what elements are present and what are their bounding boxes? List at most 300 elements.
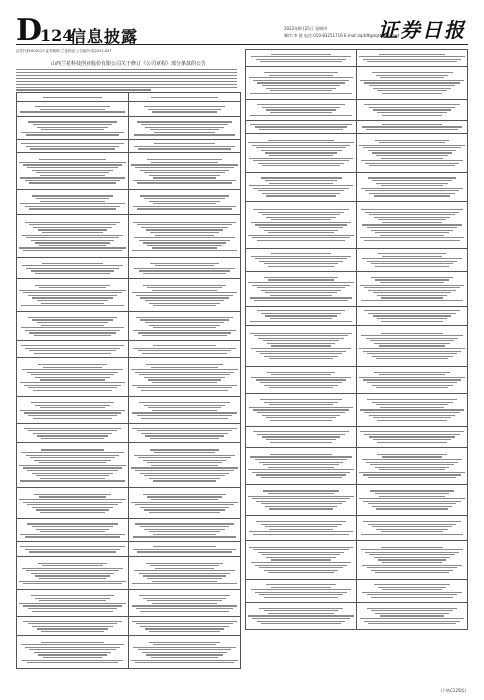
illegible-text-line — [264, 570, 339, 571]
illegible-text-line — [258, 190, 344, 191]
illegible-text-line — [252, 472, 350, 473]
illegible-text-line — [251, 56, 350, 57]
revised-clause-cell — [357, 272, 468, 307]
illegible-text-line — [270, 442, 332, 443]
illegible-text-line — [266, 584, 335, 585]
illegible-text-line — [25, 180, 121, 181]
illegible-text-line — [137, 208, 232, 209]
illegible-text-line — [262, 214, 340, 215]
illegible-text-line — [363, 379, 461, 380]
revised-clause-cell — [129, 443, 241, 488]
illegible-text-line — [377, 454, 446, 455]
illegible-text-line — [132, 412, 237, 413]
illegible-text-line — [252, 285, 349, 286]
illegible-text-line — [28, 608, 117, 609]
illegible-text-line — [144, 172, 225, 173]
illegible-text-line — [155, 235, 215, 236]
revised-clause-cell — [129, 117, 241, 140]
illegible-text-line — [42, 232, 103, 233]
table-row — [246, 367, 468, 394]
revised-clause-cell — [357, 326, 468, 367]
illegible-text-line — [143, 494, 227, 495]
illegible-text-line — [360, 431, 464, 432]
illegible-text-line — [380, 235, 445, 236]
revised-clause-cell — [129, 488, 241, 519]
illegible-text-line — [261, 623, 341, 624]
illegible-text-line — [369, 165, 454, 166]
table-row — [17, 424, 241, 443]
illegible-text-line — [257, 104, 344, 105]
illegible-text-line — [140, 195, 229, 196]
illegible-text-line — [265, 315, 336, 316]
illegible-text-line — [364, 240, 460, 241]
illegible-text-line — [360, 409, 464, 410]
illegible-text-line — [375, 140, 450, 141]
illegible-text-line — [34, 335, 111, 336]
illegible-text-line — [147, 600, 221, 601]
illegible-text-line — [377, 318, 447, 319]
illegible-text-line — [361, 335, 463, 336]
illegible-text-line — [32, 473, 114, 474]
illegible-text-line — [38, 654, 107, 655]
illegible-text-line — [155, 265, 215, 266]
illegible-text-line — [137, 121, 233, 122]
illegible-text-line — [373, 292, 452, 293]
illegible-text-line — [28, 317, 117, 318]
revised-clause-cell — [357, 173, 468, 202]
illegible-text-line — [142, 353, 227, 354]
illegible-text-line — [382, 115, 442, 116]
illegible-text-line — [382, 93, 442, 94]
illegible-text-line — [21, 452, 123, 453]
illegible-text-line — [264, 402, 337, 403]
illegible-text-line — [372, 506, 452, 507]
illegible-text-line — [367, 61, 457, 62]
illegible-text-line — [16, 69, 237, 70]
illegible-text-line — [262, 554, 340, 555]
illegible-text-line — [20, 480, 125, 481]
original-clause-cell — [246, 50, 357, 67]
illegible-text-line — [269, 529, 333, 530]
original-clause-cell — [17, 102, 129, 117]
illegible-text-line — [368, 290, 455, 291]
illegible-text-line — [20, 111, 126, 112]
original-clause-cell — [17, 636, 129, 669]
illegible-text-line — [259, 129, 343, 130]
revised-clause-cell — [357, 394, 468, 427]
illegible-text-line — [152, 410, 216, 411]
original-clause-cell — [17, 443, 129, 488]
illegible-text-line — [27, 470, 117, 471]
original-clause-cell — [17, 153, 129, 190]
illegible-text-line — [40, 175, 104, 176]
illegible-text-line — [363, 351, 461, 352]
illegible-text-line — [375, 493, 450, 494]
original-clause-cell — [246, 202, 357, 249]
illegible-text-line — [132, 583, 238, 584]
illegible-text-line — [368, 623, 455, 624]
illegible-text-line — [33, 227, 111, 228]
illegible-text-line — [29, 224, 116, 225]
illegible-text-line — [270, 420, 332, 421]
illegible-text-line — [34, 494, 110, 495]
illegible-text-line — [264, 230, 339, 231]
illegible-text-line — [372, 402, 453, 403]
illegible-text-line — [375, 279, 448, 280]
illegible-text-line — [146, 563, 223, 564]
revised-clause-cell — [357, 427, 468, 448]
illegible-text-line — [381, 547, 444, 548]
illegible-text-line — [154, 143, 215, 144]
illegible-text-line — [149, 531, 221, 532]
illegible-text-line — [36, 198, 109, 199]
illegible-text-line — [133, 647, 235, 648]
illegible-text-line — [372, 180, 452, 181]
illegible-text-line — [31, 595, 115, 596]
illegible-text-line — [31, 374, 114, 375]
illegible-text-line — [148, 379, 221, 380]
amendment-table — [16, 92, 241, 669]
illegible-text-line — [376, 155, 447, 156]
right-column — [245, 49, 468, 681]
illegible-text-line — [28, 387, 116, 388]
illegible-text-line — [141, 418, 228, 419]
illegible-text-line — [376, 508, 447, 509]
revised-clause-cell — [129, 397, 241, 424]
illegible-text-line — [270, 318, 333, 319]
illegible-text-line — [253, 209, 348, 210]
illegible-text-line — [31, 402, 114, 403]
illegible-text-line — [250, 333, 353, 334]
illegible-text-line — [362, 565, 461, 566]
revised-clause-cell — [357, 121, 468, 134]
illegible-text-line — [362, 592, 461, 593]
revised-clause-cell — [357, 367, 468, 394]
illegible-text-line — [146, 364, 222, 365]
illegible-text-line — [28, 121, 116, 122]
table-row — [246, 394, 468, 427]
illegible-text-line — [364, 434, 459, 435]
illegible-text-line — [253, 549, 348, 550]
illegible-text-line — [21, 345, 125, 346]
illegible-text-line — [253, 431, 349, 432]
illegible-text-line — [268, 613, 334, 614]
revised-clause-cell — [129, 617, 241, 636]
illegible-text-line — [143, 273, 226, 274]
illegible-text-line — [259, 261, 342, 262]
table-row — [246, 580, 468, 603]
illegible-text-line — [133, 206, 237, 207]
illegible-text-line — [368, 150, 457, 151]
header-rule — [16, 44, 468, 45]
illegible-text-line — [33, 433, 113, 434]
table-row — [17, 636, 241, 669]
original-clause-cell — [17, 190, 129, 215]
illegible-text-line — [136, 317, 233, 318]
illegible-text-line — [249, 407, 354, 408]
table-row — [17, 358, 241, 397]
continued-note: (下转C125版) — [440, 688, 466, 693]
illegible-text-line — [379, 345, 446, 346]
revised-clause-cell — [129, 312, 241, 341]
illegible-text-line — [251, 348, 350, 349]
illegible-text-line — [134, 146, 235, 147]
illegible-text-line — [143, 242, 226, 243]
illegible-text-line — [364, 412, 459, 413]
illegible-text-line — [21, 143, 123, 144]
illegible-text-line — [135, 504, 233, 505]
illegible-text-line — [149, 201, 221, 202]
illegible-text-line — [257, 310, 346, 311]
table-row — [246, 603, 468, 630]
revised-clause-cell — [129, 258, 241, 279]
illegible-text-line — [260, 399, 342, 400]
illegible-text-line — [22, 235, 123, 236]
illegible-text-line — [32, 319, 113, 320]
illegible-text-line — [137, 415, 233, 416]
illegible-text-line — [271, 559, 331, 560]
illegible-text-line — [370, 464, 453, 465]
illegible-text-line — [250, 115, 352, 116]
original-clause-cell — [246, 516, 357, 541]
illegible-text-line — [271, 587, 331, 588]
revised-clause-cell — [357, 134, 468, 173]
illegible-text-line — [149, 478, 221, 479]
illegible-text-line — [32, 297, 113, 298]
illegible-text-line — [16, 87, 237, 88]
illegible-text-line — [264, 610, 339, 611]
illegible-text-line — [380, 407, 444, 408]
illegible-text-line — [257, 434, 344, 435]
table-row — [17, 279, 241, 312]
illegible-text-line — [131, 164, 238, 165]
illegible-text-line — [368, 177, 457, 178]
illegible-text-line — [362, 459, 462, 460]
revised-clause-cell — [129, 424, 241, 443]
illegible-text-line — [257, 621, 346, 622]
illegible-text-line — [34, 652, 111, 653]
illegible-text-line — [266, 88, 336, 89]
illegible-text-line — [133, 222, 237, 223]
illegible-text-line — [21, 305, 125, 306]
table-row — [246, 485, 468, 516]
illegible-text-line — [133, 536, 237, 537]
illegible-text-line — [144, 509, 225, 510]
illegible-text-line — [261, 290, 341, 291]
table-row — [17, 519, 241, 542]
illegible-text-line — [19, 465, 127, 466]
illegible-text-line — [367, 399, 457, 400]
illegible-text-line — [249, 77, 354, 78]
illegible-text-line — [261, 503, 342, 504]
illegible-text-line — [29, 182, 116, 183]
illegible-text-line — [41, 631, 104, 632]
illegible-text-line — [369, 554, 454, 555]
revised-clause-cell — [129, 153, 241, 190]
revised-clause-cell — [129, 636, 241, 669]
illegible-text-line — [363, 501, 460, 502]
table-row — [17, 312, 241, 341]
table-row — [17, 542, 241, 557]
illegible-text-line — [19, 247, 126, 248]
illegible-text-line — [263, 490, 339, 491]
illegible-text-line — [34, 353, 111, 354]
illegible-text-line — [253, 534, 348, 535]
illegible-text-line — [374, 557, 451, 558]
illegible-text-line — [256, 521, 346, 522]
illegible-text-line — [41, 303, 104, 304]
illegible-text-line — [139, 270, 231, 271]
original-clause-cell — [246, 173, 357, 202]
illegible-text-line — [35, 242, 110, 243]
illegible-text-line — [149, 631, 220, 632]
illegible-text-line — [133, 180, 237, 181]
illegible-text-line — [373, 88, 451, 89]
editor-contact: 制作:李 波 电话:010-83251716 E-mail:zqrb9@zqrb.sina.net — [284, 33, 400, 38]
illegible-text-line — [143, 285, 226, 286]
illegible-text-line — [151, 657, 219, 658]
illegible-text-line — [152, 247, 217, 248]
illegible-text-line — [31, 240, 115, 241]
illegible-text-line — [254, 300, 348, 301]
illegible-text-line — [361, 160, 464, 161]
illegible-text-line — [266, 195, 335, 196]
illegible-text-line — [146, 654, 222, 655]
illegible-text-line — [381, 185, 444, 186]
illegible-text-line — [20, 546, 125, 547]
illegible-text-line — [21, 327, 125, 328]
illegible-text-line — [26, 268, 119, 269]
illegible-text-line — [252, 498, 350, 499]
illegible-text-line — [35, 598, 110, 599]
illegible-text-line — [140, 170, 229, 171]
illegible-text-line — [145, 300, 225, 301]
illegible-text-line — [138, 649, 232, 650]
illegible-text-line — [364, 621, 460, 622]
illegible-text-line — [41, 449, 103, 450]
illegible-text-line — [252, 618, 349, 619]
illegible-text-line — [147, 462, 222, 463]
illegible-text-line — [37, 127, 108, 128]
illegible-text-line — [20, 534, 125, 535]
page-number: 124 — [40, 26, 74, 45]
illegible-text-line — [23, 292, 121, 293]
illegible-text-line — [23, 605, 121, 606]
original-clause-cell — [246, 67, 357, 100]
illegible-text-line — [371, 597, 453, 598]
illegible-text-line — [40, 379, 105, 380]
table-row — [246, 272, 468, 307]
illegible-text-line — [148, 109, 221, 110]
illegible-text-line — [22, 660, 122, 661]
illegible-text-line — [268, 140, 335, 141]
illegible-text-line — [145, 127, 223, 128]
illegible-text-line — [259, 227, 342, 228]
revised-clause-cell — [129, 93, 241, 102]
illegible-text-line — [34, 460, 110, 461]
illegible-text-line — [264, 385, 337, 386]
illegible-text-line — [259, 462, 343, 463]
illegible-text-line — [39, 600, 105, 601]
illegible-text-line — [367, 608, 458, 609]
illegible-text-line — [136, 295, 233, 296]
illegible-text-line — [37, 322, 109, 323]
illegible-text-line — [134, 237, 234, 238]
illegible-text-line — [377, 420, 446, 421]
illegible-text-line — [365, 163, 459, 164]
illegible-text-line — [248, 615, 354, 616]
illegible-text-line — [262, 193, 340, 194]
illegible-text-line — [366, 129, 458, 130]
illegible-text-line — [137, 182, 232, 183]
illegible-text-line — [253, 188, 348, 189]
revised-clause-cell — [357, 100, 468, 121]
illegible-text-line — [22, 265, 123, 266]
illegible-text-line — [255, 565, 347, 566]
illegible-text-line — [380, 77, 444, 78]
illegible-text-line — [25, 206, 121, 207]
illegible-text-line — [373, 109, 451, 110]
illegible-text-line — [150, 232, 219, 233]
illegible-text-line — [138, 332, 232, 333]
illegible-text-line — [20, 177, 125, 178]
illegible-text-line — [25, 549, 121, 550]
illegible-text-line — [365, 552, 459, 553]
illegible-text-line — [248, 469, 355, 470]
revised-clause-cell — [357, 485, 468, 516]
illegible-text-line — [16, 84, 237, 85]
illegible-text-line — [365, 212, 459, 213]
original-clause-cell — [17, 519, 129, 542]
illegible-text-line — [37, 435, 108, 436]
illegible-text-line — [261, 150, 342, 151]
illegible-text-line — [360, 237, 465, 238]
illegible-text-line — [35, 285, 110, 286]
illegible-text-line — [149, 325, 220, 326]
original-clause-cell — [17, 93, 129, 102]
illegible-text-line — [28, 415, 116, 416]
table-row — [17, 258, 241, 279]
illegible-text-line — [379, 54, 446, 55]
illegible-text-line — [42, 263, 103, 264]
illegible-text-line — [41, 129, 103, 130]
illegible-text-line — [19, 499, 127, 500]
illegible-text-line — [151, 367, 219, 368]
illegible-text-line — [153, 345, 215, 346]
illegible-text-line — [250, 124, 352, 125]
illegible-text-line — [32, 195, 114, 196]
illegible-text-line — [265, 152, 337, 153]
illegible-text-line — [144, 198, 225, 199]
illegible-text-line — [249, 547, 353, 548]
illegible-text-line — [382, 562, 441, 563]
revised-clause-cell — [129, 215, 241, 258]
illegible-text-line — [373, 417, 451, 418]
illegible-text-line — [153, 203, 216, 204]
illegible-text-line — [140, 297, 228, 298]
table-row — [246, 202, 468, 249]
revised-clause-cell — [357, 541, 468, 580]
illegible-text-line — [250, 321, 353, 322]
table-row — [246, 427, 468, 448]
illegible-text-line — [255, 126, 348, 127]
table-row — [17, 488, 241, 519]
illegible-text-line — [16, 78, 237, 79]
table-row — [17, 102, 241, 117]
illegible-text-line — [268, 572, 334, 573]
illegible-text-line — [132, 250, 238, 251]
illegible-text-line — [371, 570, 453, 571]
